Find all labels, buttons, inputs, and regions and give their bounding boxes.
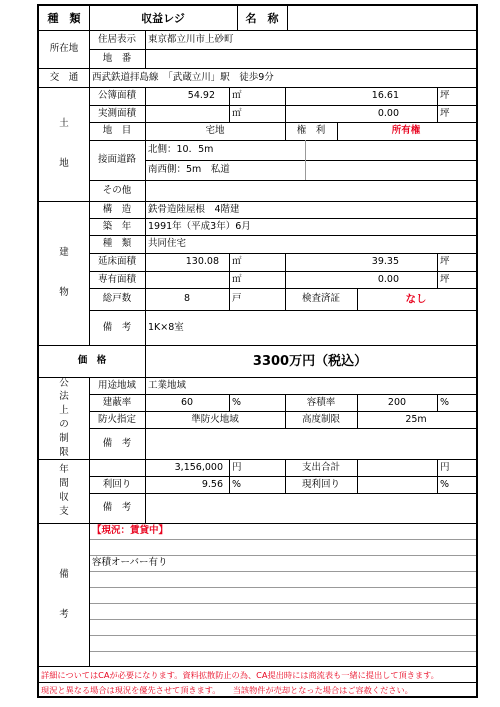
tsubo-unit: 坪 [440, 273, 450, 285]
private-area-tsubo: 0.00 [377, 273, 399, 285]
yield-unit: % [232, 478, 242, 490]
building-remarks-label: 備 考 [102, 321, 132, 333]
sqm-unit: ㎡ [232, 107, 242, 119]
income-remarks-value [145, 493, 475, 523]
land-category-value: 宅地 [205, 125, 225, 137]
rights-value: 所有権 [391, 125, 421, 137]
fire-value: 準防火地域 [191, 413, 239, 425]
remarks-line-1: 【現況：賃貸中】 [92, 525, 169, 537]
regulation-section-label: 公 法 上 の 制 限 [59, 377, 69, 458]
name-value [287, 6, 477, 30]
building-kind-value: 共同住宅 [148, 238, 187, 250]
actual-area-tsubo: 0.00 [377, 107, 399, 119]
building-remarks-value: 1K×8室 [148, 321, 184, 333]
yield-label: 利回り [102, 478, 132, 490]
building-kind-label: 種 類 [102, 238, 132, 250]
units-label: 総戸数 [102, 293, 132, 305]
registered-area-sqm: 54.92 [187, 90, 215, 102]
sqm-unit: ㎡ [232, 256, 242, 268]
height-label: 高度制限 [301, 413, 340, 425]
regulation-remarks-label: 備 考 [102, 437, 132, 449]
remarks-section-label: 備 考 [59, 568, 69, 620]
income-section-label: 年 間 収 支 [59, 464, 69, 517]
tsubo-unit: 坪 [440, 90, 450, 102]
actual-area-sqm [145, 105, 229, 122]
footer-note-1: 詳細についてはCAが必要になります。資料拡散防止の為、CA提出時には商流表も一緒に提出して頂きます。 [41, 670, 439, 680]
expense-value [357, 459, 437, 476]
far-unit: % [440, 396, 450, 408]
location-label: 所在地 [49, 43, 79, 55]
address-label: 住居表示 [97, 33, 136, 45]
structure-value: 鉄骨造陸屋根 4階建 [148, 203, 240, 215]
transport-label: 交 通 [49, 71, 79, 83]
current-yield-label: 現利回り [301, 478, 340, 490]
land-category-label: 地 目 [102, 125, 132, 137]
bcr-label: 建蔽率 [102, 396, 132, 408]
built-year-value: 1991年（平成3年）6月 [148, 220, 251, 232]
units-value: 8 [183, 293, 191, 305]
tsubo-unit: 坪 [440, 107, 450, 119]
private-area-label: 専有面積 [97, 273, 136, 285]
transport-value: 西武鉄道拝島線 「武蔵立川」駅 徒歩9分 [92, 71, 274, 83]
lot-value [145, 49, 475, 68]
units-unit: 戸 [232, 293, 242, 305]
type-value: 収益レジ [141, 11, 185, 25]
current-yield-value [357, 476, 437, 493]
sqm-unit: ㎡ [232, 90, 242, 102]
floor-area-sqm: 130.08 [185, 256, 219, 268]
inspection-value: なし [405, 292, 427, 305]
annual-income-unit: 円 [232, 461, 242, 473]
land-other-label: その他 [102, 184, 132, 196]
land-other-value [145, 180, 475, 201]
remarks-line-3: 容積オーバー有り [92, 557, 168, 569]
regulation-remarks-value [145, 428, 475, 459]
height-value: 25m [405, 413, 427, 425]
yield-value: 9.56 [201, 478, 223, 490]
tsubo-unit: 坪 [440, 256, 450, 268]
structure-label: 構 造 [102, 203, 132, 215]
expense-label: 支出合計 [301, 461, 340, 473]
type-label: 種 類 [47, 11, 81, 25]
annual-income-value: 3,156,000 [174, 461, 223, 473]
land-section-label: 土 地 [59, 118, 69, 169]
name-label: 名 称 [245, 11, 279, 25]
price-label: 価 格 [77, 355, 107, 367]
income-remarks-label: 備 考 [102, 502, 132, 514]
bcr-value: 60 [180, 396, 194, 408]
lot-label: 地 番 [102, 52, 132, 64]
building-section-label: 建 物 [59, 247, 69, 298]
far-label: 容積率 [306, 396, 336, 408]
floor-area-label: 延床面積 [97, 256, 136, 268]
footer-note-2: 現況と異なる場合は現況を優先させて頂きます。 当該物件が売却となった場合はご容赦ください。 [41, 685, 413, 695]
remarks-line-2 [89, 539, 475, 555]
current-yield-unit: % [440, 478, 450, 490]
fire-label: 防火指定 [97, 413, 136, 425]
road-line-1: 北側：10．5m [148, 144, 214, 156]
far-value: 200 [387, 396, 407, 408]
sqm-unit: ㎡ [232, 273, 242, 285]
zoning-value: 工業地域 [148, 379, 187, 391]
road-line-2: 南西側：5m 私道 [148, 164, 230, 176]
rights-label: 権 利 [296, 125, 326, 137]
price-value: 3300万円（税込） [252, 353, 368, 369]
road-label: 接面道路 [97, 154, 136, 166]
registered-area-tsubo: 16.61 [371, 90, 399, 102]
expense-unit: 円 [440, 461, 450, 473]
private-area-sqm [145, 271, 229, 288]
actual-area-label: 実測面積 [97, 107, 136, 119]
address-value: 東京都立川市上砂町 [148, 33, 234, 45]
built-year-label: 築 年 [102, 220, 132, 232]
floor-area-tsubo: 39.35 [371, 256, 399, 268]
registered-area-label: 公簿面積 [97, 90, 136, 102]
zoning-label: 用途地域 [97, 379, 136, 391]
bcr-unit: % [232, 396, 242, 408]
property-sheet [37, 4, 478, 698]
inspection-label: 検査済証 [301, 293, 340, 305]
